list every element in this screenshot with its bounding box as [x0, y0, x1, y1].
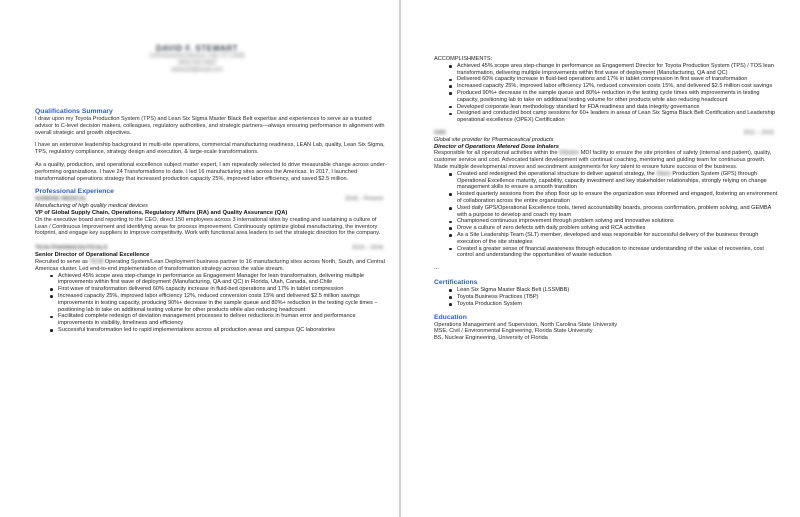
list-item: Increased capacity 25%, improved labor efficiency 12%, reduced conversion costs 15% and delivered $2.5 million savings improvements in testing capacity, producing 90%+ decrease in the sample queue and 80%+ reduction in the testing cycle times – positioning lab to take on additional testing volume for other products while also reducing headcount: [58, 293, 389, 313]
list-item: As a Site Leadership Team (SLT) member, developed and was responsible for successful delivery of the business through execution of the site strategies: [457, 232, 780, 246]
experience-section: [35, 188, 389, 333]
job-title: Senior Director of Operational Excellence: [35, 252, 150, 259]
list-item: Championed continuous improvement through problem solving and innovative solutions: [457, 218, 780, 225]
job-header: [35, 196, 389, 203]
education-line: BS, Nuclear Engineering, University of Florida: [434, 335, 548, 342]
company-descriptor: Global site provider for Pharmaceutical products: [434, 136, 554, 143]
job-bullets: [35, 273, 389, 334]
resume-header: [35, 44, 389, 74]
job-header: [35, 245, 389, 252]
qualifications-paragraph: As a quality, production, and operational excellence subject matter expert, I am repeatedly selected to drive measurable change across under-performing organizations. I have 24 Transformations to date. I led 16 manufacturing sites across the Americas. In 2017, I launched transformational operations strategy that increased production capacity 25%, improved labor efficiency, and saved $2.5 million.: [35, 161, 387, 182]
job-summary: Recruited to serve as TEVA Operating System/Lean Deployment business partner to 16 manufacturing sites across North, South, and Central Americas cluster. Led end-to-end implementation of transformation strategy across the value stream.: [35, 258, 385, 272]
list-item: Delivered 60% capacity increase in fluid-bed operations and 17% in tablet compression in first wave of transformation: [457, 76, 780, 83]
education-line: MSE, Civil / Environmental Engineering, Florida State University: [434, 328, 593, 335]
candidate-phone: (555) 555-5555: [178, 60, 216, 66]
candidate-address: 1234 Anystreet Avenue, City, ST 12345: [149, 53, 245, 59]
list-item: Created and redesigned the operational structure to deliver against strategy, the Glaxo Production System (GPS) through Operational Excellence maturity, capability, capacity investment and key stakeholder relationships, strongly relying on change management skills to ensure a smooth transition: [457, 171, 780, 191]
list-item: Toyota Business Practices (TBP): [457, 294, 780, 301]
company-name: GSK: [434, 129, 447, 136]
list-item: Developed corporate lean methodology standard for FDA readiness and data integrity governance: [457, 104, 780, 111]
list-item: Achieved 45% scope area step-change in performance as Engagement Director for Toyota Production System (TPS) / TOS lean transformation, delivering multiple improvements within first wave of deployment (Manufacturing, QA and QC): [457, 63, 780, 77]
job-dates: 2011 – 2016: [743, 129, 774, 136]
list-item: Increased capacity 25%, improved labor efficiency 12%, reduced conversion costs 15%, and delivered $2.5 million cost savings: [457, 83, 780, 90]
list-item: Lean Six Sigma Master Black Belt (LSSMBB): [457, 287, 780, 294]
job-header: [434, 130, 780, 137]
company-name: TEVA PHARMACEUTICALS: [35, 245, 108, 252]
job-dates: 2016 – 2018: [351, 245, 383, 252]
list-item: Used daily GPS/Operational Excellence tools, tiered accountability boards, process confirmation, problem solving, and GEMBA with a purpose to develop and coach my team: [457, 205, 780, 219]
job-summary: On the executive board and reporting to the CEO, direct 150 employees across 3 international sites by creating and sustaining a culture of Lean / Continuous Improvement and identifying areas for process improvement. Continuously optimize global manufacturing, the inventory footprint, and engage key suppliers to improve competitivity. Work with functional area leaders to set the strategic direction for the company.: [35, 216, 381, 237]
company-descriptor: Manufacturing of high quality medical devices: [35, 203, 148, 210]
job-dates: 2018 – Present: [345, 196, 383, 203]
education-line: Operations Management and Supervision, North Carolina State University: [434, 321, 618, 328]
list-item: Toyota Production System: [457, 301, 780, 308]
company-name: SUNRISE MEDICAL: [35, 196, 87, 203]
candidate-name: DAVID F. STEWART: [155, 44, 239, 53]
list-item: Successful transformation led to rapid implementations across all production areas and campus QC laboratories: [58, 327, 389, 334]
continuation-ellipsis: ...: [434, 265, 440, 272]
accomplishments-title: ACCOMPLISHMENTS:: [434, 56, 493, 62]
job-title: Director of Operations Metered Dose Inhalers: [434, 143, 559, 150]
list-item: Created a greater sense of financial awareness through education to increase understanding of the value of recoveries, cost control and understanding the opportunities of waste reduction: [457, 246, 780, 260]
job-bullets: [434, 171, 780, 259]
certifications-section: [434, 279, 780, 307]
resume-page-2: [401, 0, 800, 517]
qualifications-section: [35, 108, 389, 182]
job-summary: Responsible for all operational activities within the Zebulon MDI facility to ensure the site priorities of safety (internal and patient), quality, customer service and cost. Advocated talent development with continual coaching, mentoring and guiding team for continuous growth. Made multiple developmental moves and secondment assignments for key talent to ensure future success of the business.: [434, 150, 772, 171]
list-item: Produced 90%+ decrease in the sample queue and 80%+ reduction in the testing cycle times with improvements in testing capacity, positioning lab to take on additional testing volume for other products while also reducing headcount: [457, 90, 780, 104]
accomplishment-bullets: [434, 63, 780, 124]
list-item: Hosted quarterly sessions from the shop floor up to ensure the organization was informed and engaged, fostering an environment of collaboration across the entire organization: [457, 191, 780, 205]
qualifications-title: Qualifications Summary: [35, 108, 113, 115]
education-title: Education: [434, 313, 467, 321]
list-item: Drove a culture of zero defects with daily problem solving and RCA activities: [457, 225, 780, 232]
experience-title: Professional Experience: [35, 188, 114, 196]
list-item: First wave of transformation delivered 60% capacity increase in fluid-bed operations and 17% in tablet compression: [58, 286, 389, 293]
list-item: Facilitated complete redesign of deviation management processes to deliver reductions in human error and performance improvements in visibility, timeliness and efficiency: [58, 313, 389, 327]
certification-list: [434, 287, 780, 307]
qualifications-paragraph: I have an extensive leadership background in multi-site operations, commercial manufacturing readiness, LEAN Lab, quality, Lean Six Sigma, TPS, regulatory compliance, strategy design and execution, & large-scale transformations.: [35, 142, 385, 156]
qualifications-paragraph: I draw upon my Toyota Production System (TPS) and Lean Six Sigma Master Black Belt expertise and experiences to serve as a trusted advisor to C-level decision makers, colleagues, regulatory authorities, and strategic partners—always ensuring performance in alignment with overall strategic and growth objectives.: [35, 116, 385, 136]
resume-page-1: [0, 0, 399, 517]
candidate-email: dstewart@email.com: [171, 67, 223, 73]
list-item: Designed and conducted boot camp sessions for 60+ leaders in areas of Lean Six Sigma Black Belt Certification and Leadership operational excellence (OPEX) Certification: [457, 110, 780, 124]
job-title: VP of Global Supply Chain, Operations, Regulatory Affairs (RA) and Quality Assurance (QA): [35, 209, 288, 216]
list-item: Achieved 45% scope area step-change in performance as Engagement Manager for lean transformation, delivering multiple improvements within first wave of deployment (Manufacturing, QA and QC) in Florida, Utah, Canada, and Chile: [58, 273, 389, 287]
education-section: [434, 314, 780, 342]
certifications-title: Certifications: [434, 279, 478, 287]
